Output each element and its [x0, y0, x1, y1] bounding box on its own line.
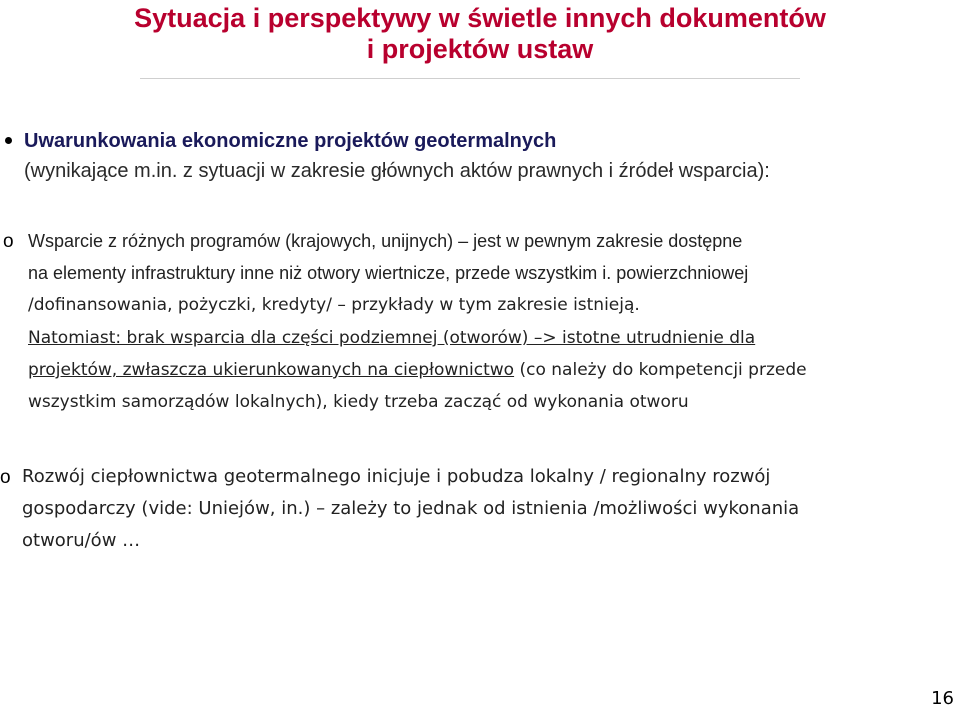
- note-line1: Natomiast: brak wsparcia dla części podziemnej (otworów) –> istotne utrudnienie dla: [28, 328, 756, 348]
- note-line3: wszystkim samorządów lokalnych), kiedy trzeba zacząć od wykonania otworu: [28, 392, 689, 412]
- circle-bullet-icon: o: [0, 467, 11, 488]
- section-heading-bold: Uwarunkowania ekonomiczne projektów geotermalnych: [24, 130, 557, 152]
- slide-title-line2: i projektów ustaw: [366, 34, 594, 64]
- circle-bullet-icon: o: [3, 231, 14, 252]
- list-item-support-line2: na elementy infrastruktury inne niż otwory wiertnicze, przede wszystkim i. powierzchniowej: [28, 263, 749, 283]
- page-number: 16: [931, 688, 954, 709]
- list-item-support-line3: /dofinansowania, pożyczki, kredyty/ – przykłady w tym zakresie istnieją.: [28, 295, 640, 315]
- title-divider: [140, 78, 800, 79]
- list-item-support: [28, 225, 748, 321]
- list-item-development-line2: gospodarczy (vide: Uniejów, in.) – zależy to jednak od istnienia /możliwości wykonania: [22, 498, 800, 519]
- list-item-support-note: [28, 322, 807, 418]
- note-line2-underlined: projektów, zwłaszcza ukierunkowanych na ciepłownictwo: [28, 360, 515, 380]
- section-heading: [24, 126, 770, 186]
- list-item-development-line3: otworu/ów …: [22, 530, 141, 551]
- bullet-dot-icon: [5, 137, 12, 144]
- list-item-development: [22, 461, 799, 557]
- list-item-development-line1: Rozwój ciepłownictwa geotermalnego inicjuje i pobudza lokalny / regionalny rozwój: [22, 466, 771, 487]
- note-line2-rest: (co należy do kompetencji przede: [514, 360, 807, 380]
- list-item-support-line1: Wsparcie z różnych programów (krajowych, unijnych) – jest w pewnym zakresie dostępne: [28, 231, 743, 251]
- slide-title-line1: Sytuacja i perspektywy w świetle innych dokumentów: [134, 3, 826, 33]
- section-heading-subtitle: (wynikające m.in. z sytuacji w zakresie głównych aktów prawnych i źródeł wsparcia):: [24, 160, 770, 182]
